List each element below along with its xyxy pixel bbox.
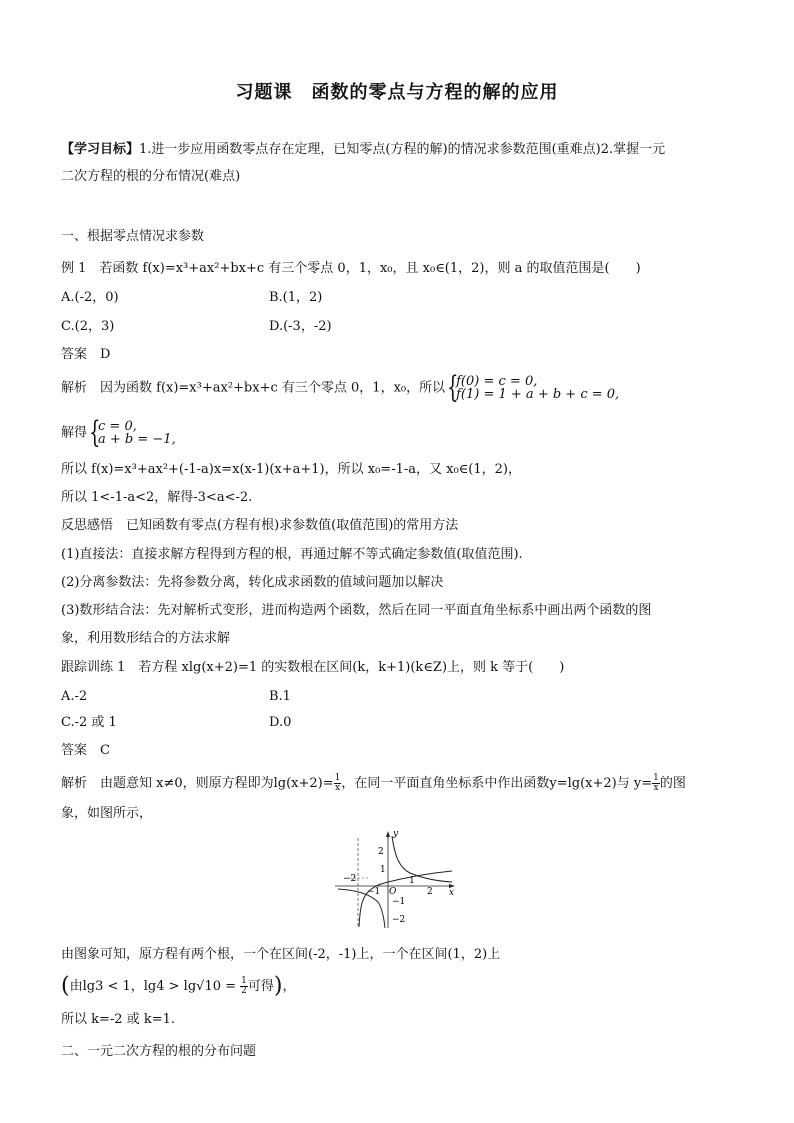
training1-analysis-line1 [61,774,686,793]
reflection-item-1: (1)直接法：直接求解方程得到方程的根，再通过解不等式确定参数值(取值范围). [61,547,523,562]
training1-answer: 答案 C [61,743,110,758]
option-c: C.-2 或 1 [61,715,117,730]
example1-options-row1 [61,289,323,307]
training1-conclusion-2 [61,973,296,999]
tick-x-minus-2: −2 [343,874,357,884]
option-b: B.1 [269,689,291,704]
tick-y-minus-2: −2 [392,915,406,925]
learning-objective-line2: 二次方程的根的分布情况(难点) [61,169,241,184]
fraction-one-over-x-2 [652,774,660,793]
tick-x-1: 1 [409,876,415,886]
analysis-text-c: 的图 [659,776,686,791]
fraction-denominator: x [653,783,659,793]
reflection-item-3-line1: (3)数形结合法：先对解析式变形，进而构造两个函数，然后在同一平面直角坐标系中画出两个函数的图 [61,603,652,618]
option-a: A.(-2，0) [61,290,119,305]
system2-row1: c = 0, [98,419,137,434]
example1-factorization: 所以 f(x)=x³+ax²+(-1-a)x=x(x-1)(x+a+1)，所以 x₀=-1-a，又 x₀∈(1，2)， [61,462,521,477]
training1-conclusion-1: 由图象可知，原方程有两个根，一个在区间(-2，-1)上，一个在区间(1，2)上 [61,947,501,962]
fraction-numerator: 1 [334,773,341,783]
origin-label: O [389,887,397,897]
y-axis-arrow [386,831,390,837]
training1-conclusion-3: 所以 k=-2 或 k=1. [61,1012,176,1027]
fraction-denominator: 2 [241,986,247,996]
analysis-text-a: 解析 由题意知 x≠0，则原方程即为lg(x+2)= [61,776,334,791]
training1-analysis-line2: 象，如图所示， [61,806,153,821]
system1-row1: f(0) = c = 0, [456,374,538,389]
tick-x-2: 2 [427,887,433,897]
example1-result: 所以 1<-1-a<2，解得-3<a<-2. [61,490,253,505]
function-graph [330,828,460,933]
curve-lg-x-plus-2 [359,871,455,927]
example1-solve [61,415,176,450]
example1-answer: 答案 D [61,347,111,362]
axis-label-x: x [449,888,455,898]
page-title: 习题课 函数的零点与方程的解的应用 [235,82,559,103]
section-heading-2: 二、一元二次方程的根的分布问题 [61,1044,257,1059]
option-d: D.0 [269,715,292,730]
tick-y-minus-1: −1 [392,897,406,907]
option-b: B.(1，2) [269,290,323,305]
fraction-one-half [240,977,248,996]
equation-system-1: { f(0) = c = 0, f(1) = 1 + a + b + c = 0, [447,370,620,405]
learning-objective-line1 [61,141,665,159]
conclusion2-end: ， [282,979,296,994]
objective-text: 1.进一步应用函数零点存在定理，已知零点(方程的解)的情况求参数范围(重难点)2.掌握一元 [139,142,666,157]
solve-word: 解得 [61,425,88,441]
training1-stem: 跟踪训练 1 若方程 xlg(x+2)=1 的实数根在区间(k，k+1)(k∈Z)上，则 k 等于( ) [61,660,565,675]
conclusion2-text-b: 可得 [247,979,274,994]
tick-y-1: 1 [380,865,386,875]
axis-label-y: y [393,829,399,839]
reflection-item-3-line2: 象，利用数形结合的方法求解 [61,631,231,646]
analysis-intro: 解析 因为函数 f(x)=x³+ax²+bx+c 有三个零点 0，1，x₀，所以 [61,380,446,396]
tick-y-2: 2 [378,847,384,857]
system1-row2: f(1) = 1 + a + b + c = 0, [456,387,620,402]
reflection-item-2: (2)分离参数法：先将参数分离，转化成求函数的值域问题加以解决 [61,575,444,590]
example1-analysis [61,370,620,405]
analysis-text-b: ，在同一平面直角坐标系中作出函数y=lg(x+2)与 y= [341,776,653,791]
training1-options-row2 [61,714,292,732]
training1-options-row1 [61,688,291,706]
option-d: D.(-3，-2) [269,319,332,334]
equation-system-2: { c = 0, a + b = −1, [89,415,176,450]
tick-x-minus-1: −1 [367,887,381,897]
system2-row2: a + b = −1, [98,432,176,447]
option-a: A.-2 [61,689,88,704]
objective-tag: 【学习目标】 [61,142,140,157]
example1-options-row2 [61,318,332,336]
reflection-title: 反思感悟 已知函数有零点(方程有根)求参数值(取值范围)的常用方法 [61,518,459,533]
right-paren: ) [273,973,283,999]
fraction-numerator: 1 [653,773,659,783]
left-paren: ( [61,973,70,999]
section-heading-1: 一、根据零点情况求参数 [61,229,205,244]
fraction-numerator: 1 [241,976,247,986]
example1-stem: 例 1 若函数 f(x)=x³+ax²+bx+c 有三个零点 0，1，x₀，且 x₀∈(1，2)，则 a 的取值范围是( ) [61,261,641,276]
conclusion2-text-a: 由lg3 < 1，lg4 > lg√10 = [69,979,241,994]
fraction-denominator: x [334,783,341,793]
option-c: C.(2，3) [61,319,115,334]
